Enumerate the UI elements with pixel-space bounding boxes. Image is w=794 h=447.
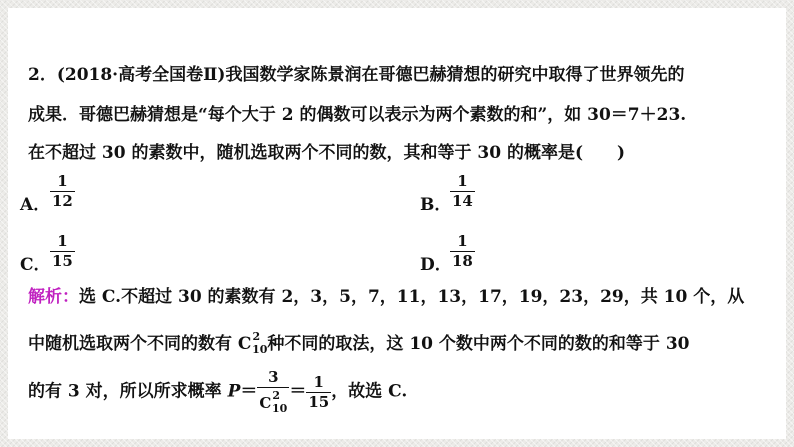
probability-variable: P [227,381,241,402]
option-b-fraction: $\frac{1}{14}$ [452,172,473,210]
option-c-letter: C． [20,255,51,275]
solution-line-3: 的有 3 对，所以所求概率 P＝ $\frac{3}{C^2_{10}}$ ＝ $\frac{1}{15}$ ，故选 C. [28,368,408,415]
option-d-fraction: $\frac{1}{18}$ [452,232,473,270]
probability-fraction: $\frac{3}{C^2_{10}}$ [259,368,288,415]
solution-line-2: 中随机选取两个不同的数有 $C^2_{10}$种不同的取法，这 10 个数中两个不同的数的和等于 30 [28,330,690,356]
option-d-letter: D． [420,255,452,275]
solution-line-1: 解析：选 C.不超过 30 的素数有 2，3，5，7，11，13，17，19，23，29，共 10 个，从 [28,287,745,307]
question-line-2: 成果．哥德巴赫猜想是“每个大于 2 的偶数可以表示为两个素数的和”，如 30＝7＋23. [28,105,687,125]
option-a-letter: A． [20,195,51,215]
result-fraction: $\frac{1}{15}$ [308,372,330,411]
combination-symbol: $C^2_{10}$ [237,330,268,356]
solution-label: 解析： [28,287,79,307]
option-a-fraction: $\frac{1}{12}$ [52,172,73,210]
question-line-1: 2．(2018·高考全国卷Ⅱ)我国数学家陈景润在哥德巴赫猜想的研究中取得了世界领先的 [28,65,685,85]
slide-content [8,8,786,439]
question-line-3: 在不超过 30 的素数中，随机选取两个不同的数，其和等于 30 的概率是( ) [28,143,626,163]
option-c-fraction: $\frac{1}{15}$ [52,232,73,270]
option-b-letter: B． [420,195,452,215]
